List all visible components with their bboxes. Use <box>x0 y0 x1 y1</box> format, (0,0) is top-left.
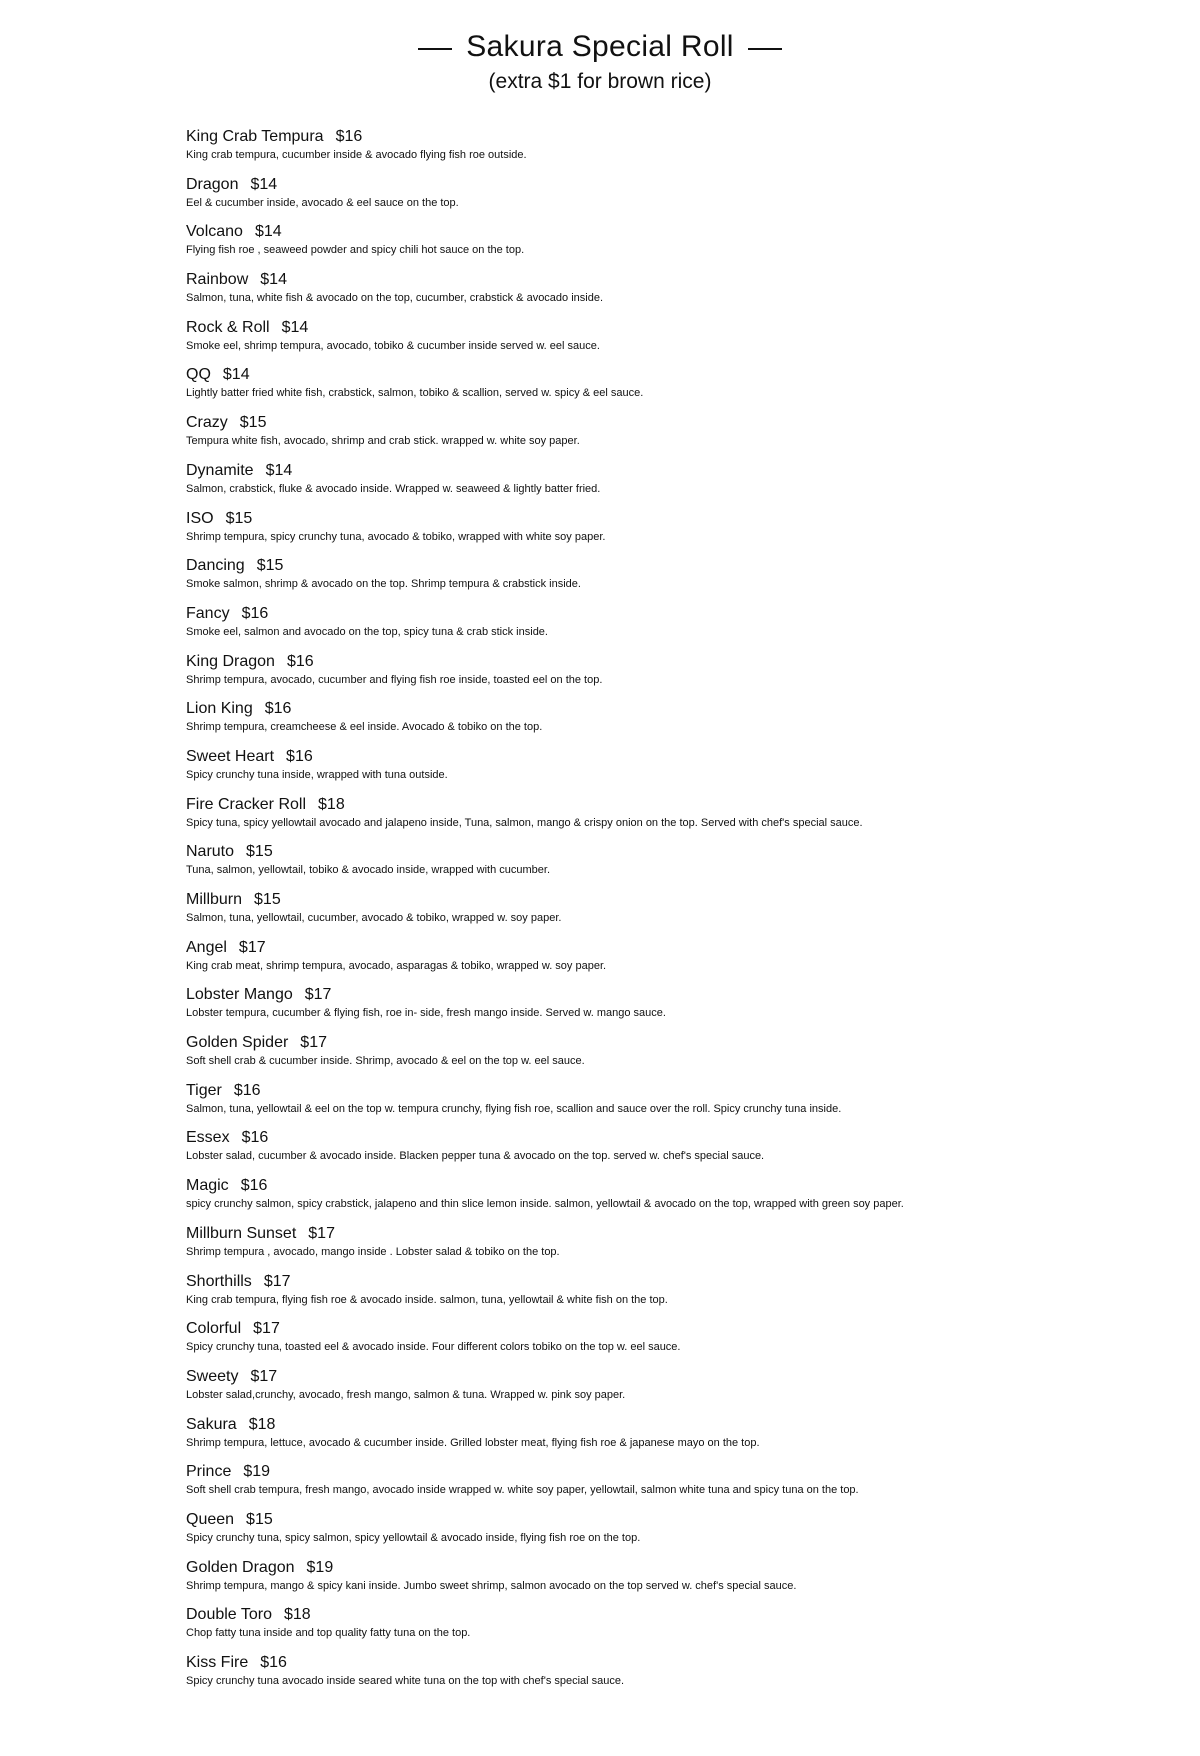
menu-item <box>186 604 1166 652</box>
item-name: Volcano <box>186 223 243 241</box>
item-name: Rock & Roll <box>186 318 270 336</box>
item-heading <box>186 1605 1166 1625</box>
item-heading <box>186 461 1166 481</box>
item-description: Lobster tempura, cucumber & flying fish, roe in- side, fresh mango inside. Served w. mango sauce. <box>186 1007 666 1020</box>
item-price: $15 <box>225 509 253 527</box>
item-description: King crab tempura, cucumber inside & avocado flying fish roe outside. <box>186 149 527 161</box>
menu-title: Sakura Special Roll <box>466 30 734 63</box>
title-right-dash <box>748 48 782 50</box>
item-heading <box>186 604 1166 624</box>
menu-item <box>186 413 1166 461</box>
menu-item <box>186 842 1166 890</box>
item-price: $19 <box>243 1463 271 1481</box>
item-name: Crazy <box>186 414 228 432</box>
item-heading <box>186 795 1166 815</box>
menu-subtitle: (extra $1 for brown rice) <box>488 70 712 93</box>
menu-item <box>186 1128 1166 1176</box>
item-heading <box>186 1176 1166 1196</box>
item-description: Salmon, tuna, yellowtail & eel on the top w. tempura crunchy, flying fish roe, scallion and sauce over the roll. Spicy crunchy tuna inside. <box>186 1102 842 1115</box>
item-name: Colorful <box>186 1320 242 1338</box>
item-description: Shrimp tempura, mango & spicy kani inside. Jumbo sweet shrimp, salmon avocado on the top served w. chef's special sauce. <box>186 1579 797 1592</box>
item-description: Smoke eel, salmon and avocado on the top, spicy tuna & crab stick inside. <box>186 625 548 638</box>
menu-item <box>186 1176 1166 1224</box>
item-price: $17 <box>308 1224 335 1242</box>
item-price: $18 <box>248 1415 276 1433</box>
item-name: Double Toro <box>186 1606 272 1624</box>
item-description: Eel & cucumber inside, avocado & eel sauce on the top. <box>186 196 459 209</box>
item-price: $17 <box>263 1272 291 1290</box>
item-description: Soft shell crab & cucumber inside. Shrimp, avocado & eel on the top w. eel sauce. <box>186 1055 585 1068</box>
item-name: Kiss Fire <box>186 1654 249 1671</box>
item-description: Salmon, crabstick, fluke & avocado inside. Wrapped w. seaweed & lightly batter fried. <box>186 482 601 495</box>
item-heading <box>186 1272 1166 1292</box>
item-heading <box>186 842 1166 862</box>
item-description: Smoke eel, shrimp tempura, avocado, tobiko & cucumber inside served w. eel sauce. <box>186 339 600 352</box>
menu-item <box>186 1605 1166 1653</box>
item-heading <box>186 1128 1166 1148</box>
item-heading <box>186 270 1166 290</box>
item-name: Sweet Heart <box>186 747 275 765</box>
item-price: $14 <box>281 318 309 336</box>
item-price: $14 <box>260 271 287 289</box>
item-price: $16 <box>240 1177 268 1195</box>
item-name: Sweety <box>186 1367 239 1385</box>
menu-item <box>186 127 1166 175</box>
menu-item <box>186 1653 1166 1701</box>
menu-item <box>186 222 1166 270</box>
item-name: Millburn Sunset <box>186 1224 297 1242</box>
item-name: Angel <box>186 938 227 956</box>
item-name: Golden Dragon <box>186 1558 295 1576</box>
menu-item <box>186 1510 1166 1558</box>
item-heading <box>186 1653 1166 1673</box>
item-price: $16 <box>260 1654 287 1671</box>
item-description: Lobster salad, cucumber & avocado inside. Blacken pepper tuna & avocado on the top. served w. chef's special sauce. <box>186 1150 765 1163</box>
item-name: Dancing <box>186 557 245 575</box>
item-heading <box>186 1558 1166 1578</box>
item-heading <box>186 175 1166 195</box>
item-heading <box>186 1367 1166 1387</box>
item-description: Spicy tuna, spicy yellowtail avocado and jalapeno inside, Tuna, salmon, mango & crispy onion on the top. Served with chef's special sauce. <box>186 816 863 829</box>
menu-item <box>186 461 1166 509</box>
menu-item <box>186 985 1166 1033</box>
item-price: $16 <box>286 652 314 670</box>
item-name: Lion King <box>186 700 253 718</box>
menu-item <box>186 365 1166 413</box>
item-description: Shrimp tempura, avocado, cucumber and flying fish roe inside, toasted eel on the top. <box>186 673 603 686</box>
item-name: Rainbow <box>186 271 249 289</box>
item-name: Magic <box>186 1177 229 1195</box>
item-price: $15 <box>256 557 284 575</box>
item-price: $18 <box>283 1606 311 1624</box>
menu-item <box>186 1081 1166 1129</box>
item-description: King crab tempura, flying fish roe & avocado inside. salmon, tuna, yellowtail & white fish on the top. <box>186 1293 668 1306</box>
item-name: Fire Cracker Roll <box>186 795 307 813</box>
menu-item <box>186 318 1166 366</box>
item-description: Lightly batter fried white fish, crabstick, salmon, tobiko & scallion, served w. spicy & eel sauce. <box>186 387 644 400</box>
item-description: Spicy crunchy tuna, toasted eel & avocado inside. Four different colors tobiko on the top w. eel sauce. <box>186 1341 681 1354</box>
item-name: Dynamite <box>186 461 254 479</box>
item-name: QQ <box>186 366 211 384</box>
item-heading <box>186 509 1166 529</box>
item-heading <box>186 556 1166 576</box>
menu-item <box>186 175 1166 223</box>
item-heading <box>186 1033 1166 1053</box>
item-price: $17 <box>238 938 266 956</box>
item-price: $14 <box>254 223 282 241</box>
item-description: Shrimp tempura, spicy crunchy tuna, avocado & tobiko, wrapped with white soy paper. <box>186 530 606 543</box>
menu-item <box>186 1272 1166 1320</box>
item-name: Fancy <box>186 604 230 622</box>
item-price: $14 <box>265 461 293 479</box>
item-price: $16 <box>241 604 269 622</box>
item-heading <box>186 890 1166 910</box>
item-heading <box>186 1415 1166 1435</box>
item-description: Tuna, salmon, yellowtail, tobiko & avocado inside, wrapped with cucumber. <box>186 864 551 877</box>
item-name: Golden Spider <box>186 1034 289 1052</box>
item-price: $15 <box>246 1510 273 1528</box>
item-description: Shrimp tempura, lettuce, avocado & cucumber inside. Grilled lobster meat, flying fish roe & japanese mayo on the top. <box>186 1436 760 1449</box>
title-left-dash <box>418 48 452 50</box>
menu-item <box>186 747 1166 795</box>
item-name: Shorthills <box>186 1272 252 1290</box>
menu-item <box>186 1462 1166 1510</box>
item-price: $16 <box>286 747 313 765</box>
item-name: Dragon <box>186 175 239 193</box>
item-description: spicy crunchy salmon, spicy crabstick, jalapeno and thin slice lemon inside. salmon, yellowtail & avocado on the top, wrapped with green soy paper. <box>186 1198 904 1211</box>
menu-item <box>186 1558 1166 1606</box>
item-price: $17 <box>253 1320 280 1338</box>
item-name: Lobster Mango <box>186 986 293 1004</box>
menu-item <box>186 1415 1166 1463</box>
menu-item <box>186 270 1166 318</box>
item-description: Salmon, tuna, yellowtail, cucumber, avocado & tobiko, wrapped w. soy paper. <box>186 912 562 924</box>
menu-item <box>186 699 1166 747</box>
item-name: Naruto <box>186 843 235 861</box>
item-description: Flying fish roe , seaweed powder and spicy chili hot sauce on the top. <box>186 244 525 257</box>
menu-item <box>186 1319 1166 1367</box>
menu-item <box>186 890 1166 938</box>
item-description: Shrimp tempura, creamcheese & eel inside. Avocado & tobiko on the top. <box>186 721 543 734</box>
item-heading <box>186 938 1166 958</box>
item-price: $15 <box>254 891 281 908</box>
item-price: $17 <box>304 986 332 1004</box>
item-heading <box>186 652 1166 672</box>
item-description: King crab meat, shrimp tempura, avocado, asparagas & tobiko, wrapped w. soy paper. <box>186 959 607 972</box>
item-price: $17 <box>300 1034 327 1052</box>
item-description: Shrimp tempura , avocado, mango inside . Lobster salad & tobiko on the top. <box>186 1245 560 1258</box>
item-price: $16 <box>264 700 292 718</box>
item-heading <box>186 1224 1166 1244</box>
item-description: Spicy crunchy tuna, spicy salmon, spicy yellowtail & avocado inside, flying fish roe on the top. <box>186 1531 641 1544</box>
item-heading <box>186 699 1166 719</box>
item-name: King Crab Tempura <box>186 128 324 145</box>
menu-item <box>186 652 1166 700</box>
item-price: $15 <box>239 414 267 432</box>
item-price: $16 <box>335 128 363 145</box>
item-price: $14 <box>222 366 250 384</box>
item-name: Sakura <box>186 1415 237 1433</box>
item-description: Tempura white fish, avocado, shrimp and crab stick. wrapped w. white soy paper. <box>186 435 580 448</box>
item-heading <box>186 1319 1166 1339</box>
item-price: $14 <box>250 175 278 193</box>
menu-item <box>186 1224 1166 1272</box>
roll-list <box>186 127 1166 1701</box>
title-row <box>0 28 1200 66</box>
menu-item <box>186 938 1166 986</box>
menu-item <box>186 556 1166 604</box>
menu-item <box>186 509 1166 557</box>
item-name: King Dragon <box>186 652 275 670</box>
item-heading <box>186 222 1166 242</box>
item-description: Soft shell crab tempura, fresh mango, avocado inside wrapped w. white soy paper, yellowtail, salmon white tuna and spicy tuna on the top. <box>186 1484 859 1497</box>
item-price: $15 <box>246 843 273 861</box>
item-price: $16 <box>241 1129 269 1147</box>
item-description: Chop fatty tuna inside and top quality fatty tuna on the top. <box>186 1627 471 1640</box>
item-heading <box>186 747 1166 767</box>
item-description: Salmon, tuna, white fish & avocado on the top, cucumber, crabstick & avocado inside. <box>186 292 604 305</box>
item-name: Queen <box>186 1510 235 1528</box>
item-name: Prince <box>186 1463 232 1481</box>
item-price: $16 <box>233 1081 261 1099</box>
item-name: Tiger <box>186 1081 222 1099</box>
item-price: $19 <box>306 1558 334 1576</box>
item-description: Spicy crunchy tuna avocado inside seared white tuna on the top with chef's special sauce. <box>186 1675 625 1687</box>
item-heading <box>186 413 1166 433</box>
menu-header <box>0 28 1200 96</box>
menu-item <box>186 1367 1166 1415</box>
item-description: Lobster salad,crunchy, avocado, fresh mango, salmon & tuna. Wrapped w. pink soy paper. <box>186 1388 626 1401</box>
item-description: Spicy crunchy tuna inside, wrapped with tuna outside. <box>186 768 448 781</box>
item-price: $18 <box>318 795 345 813</box>
menu-item <box>186 795 1166 843</box>
item-heading <box>186 1462 1166 1482</box>
item-heading <box>186 1081 1166 1101</box>
item-heading <box>186 127 1166 147</box>
item-price: $17 <box>250 1367 278 1385</box>
item-description: Smoke salmon, shrimp & avocado on the top. Shrimp tempura & crabstick inside. <box>186 578 581 591</box>
item-heading <box>186 318 1166 338</box>
item-heading <box>186 985 1166 1005</box>
item-heading <box>186 365 1166 385</box>
item-name: Essex <box>186 1129 230 1147</box>
item-heading <box>186 1510 1166 1530</box>
menu-item <box>186 1033 1166 1081</box>
item-name: Millburn <box>186 891 243 908</box>
item-name: ISO <box>186 509 214 527</box>
